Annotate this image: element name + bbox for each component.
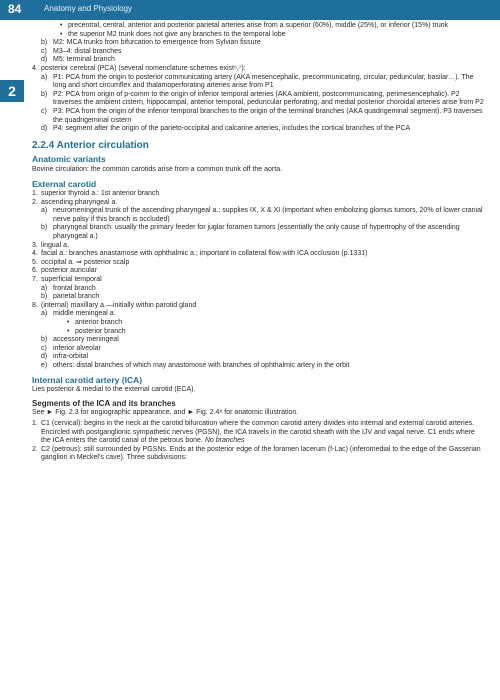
- list-marker: e): [41, 361, 48, 369]
- page-number: 84: [8, 2, 22, 16]
- list-item: [32, 276, 486, 285]
- list-item: [32, 39, 486, 48]
- external-carotid-heading: External carotid: [32, 178, 97, 189]
- list-text: superficial temporal: [41, 276, 102, 284]
- list-marker: b): [41, 293, 48, 301]
- list-item: [32, 74, 486, 91]
- ica-heading: Internal carotid artery (ICA): [32, 374, 143, 385]
- list-text: neuromeningeal trunk of the ascending pharyngeal a.: supplies IX, X & XI (important when embolizing glomus tumors, 20% of lower cranial nerve palsy if this branch is occluded): [53, 207, 483, 223]
- list-marker: •: [67, 327, 70, 335]
- list-item: [32, 199, 486, 208]
- list-marker: c): [41, 107, 47, 115]
- list-text: M2: MCA trunks from bifurcation to emergence from Sylvian fissure: [53, 39, 261, 47]
- list-text: superior thyroid a.: 1st anterior branch: [41, 190, 160, 198]
- list-text: P2: PCA from origin of p-comm to the origin of inferior temporal arteries (AKA ambient, postcommunicating, perimesencephalic). P2 traverses the ambient cistern, hippocampal, anterior temporal, peduncular perforating, and medial posterior choroidal arteries arise from P2: [53, 90, 484, 107]
- list-marker: •: [67, 319, 70, 326]
- list-text: lingual a.: [41, 241, 70, 249]
- list-marker: d): [41, 353, 48, 361]
- list-item: [32, 319, 486, 328]
- segments-list: [32, 420, 486, 463]
- list-item: [32, 259, 486, 268]
- ica-text: Lies posterior & medial to the external carotid (ECA).: [32, 386, 196, 394]
- list-marker: 1.: [32, 419, 38, 427]
- list-item: [32, 242, 486, 251]
- list-item: [32, 285, 486, 294]
- list-item: [32, 293, 486, 302]
- list-marker: b): [41, 224, 48, 232]
- list-item: [32, 190, 486, 199]
- list-text: C1 (cervical): begins in the neck at the carotid bifurcation where the common carotid artery divides into internal and external carotid arteries. Encircled with postganglionic sympathetic nerves (PGSN), the ICA travels in the carotid sheath with the IJV and vagal nerve. C1 ends where the ICA enters the carotid canal of the petrous bone.: [41, 419, 475, 445]
- list-text: facial a.: branches anastamose with ophthalmic a.; important in collateral flow with ICA occlusion (p.1331): [41, 250, 368, 258]
- list-marker: 3.: [32, 241, 38, 249]
- list-marker: b): [41, 336, 48, 344]
- list-marker: a): [41, 73, 48, 81]
- intro-list: [32, 22, 486, 134]
- list-marker: 8.: [32, 301, 38, 309]
- segments-intro: See ► Fig. 2.3 for angiographic appearance, and ► Fig. 2.4⁸ for anatomic illustration.: [32, 409, 299, 417]
- external-carotid-list: [32, 190, 486, 370]
- list-text: parietal branch: [53, 293, 100, 301]
- list-text: posterior auricular: [41, 267, 98, 275]
- list-marker: 1.: [32, 190, 38, 198]
- list-marker: 6.: [32, 267, 38, 275]
- list-item: [32, 91, 486, 108]
- list-text: others: distal branches of which may anastomose with branches of ophthalmic artery in the orbit: [53, 361, 350, 369]
- list-text: middle meningeal a.: [53, 310, 116, 318]
- list-text: the superior M2 trunk does not give any branches to the temporal lobe: [68, 30, 286, 38]
- section-heading: 2.2.4 Anterior circulation: [32, 139, 149, 151]
- list-marker: c): [41, 47, 47, 55]
- list-text: precentral, central, anterior and posterior parietal arteries arise from a superior (60%), middle (25%), or inferior (15%) trunk: [68, 22, 449, 29]
- list-marker: 4.: [32, 64, 38, 72]
- list-text: M5: terminal branch: [53, 56, 115, 64]
- list-item: [32, 420, 486, 446]
- list-marker: 4.: [32, 250, 38, 258]
- list-marker: d): [41, 125, 48, 133]
- anatomic-variants-text: Bovine circulation: the common carotids arise from a common trunk off the aorta.: [32, 165, 283, 173]
- list-item: [32, 48, 486, 57]
- list-marker: b): [41, 90, 48, 98]
- list-marker: b): [41, 39, 48, 47]
- list-marker: 5.: [32, 258, 38, 266]
- list-text: pharyngeal branch: usually the primary feeder for juglar foramen tumors (essentially the only cause of hypertrophy of the ascending pharyngeal a.): [53, 224, 460, 241]
- list-text: P1: PCA from the origin to posterior communicating artery (AKA mesencephalic, precommunicating, circular, peduncular, basilar…). The long and short circumflex and thalamoperforating arteries arise from P1: [53, 73, 474, 90]
- list-text: infra-orbital: [53, 353, 89, 361]
- list-text: posterior cerebral (PCA) (several nomenclature schemes exist⁶,⁷):: [41, 64, 246, 72]
- list-marker: a): [41, 284, 48, 292]
- list-item: [32, 125, 486, 134]
- list-text: occipital a. ⇒ posterior scalp: [41, 258, 130, 266]
- list-text: P3: PCA from the origin of the inferior temporal branches to the origin of the terminal branches (AKA quadrigeminal segment). P3 traverses the quadrigeminal cistern: [53, 107, 483, 124]
- list-marker: •: [60, 30, 63, 38]
- list-marker: •: [60, 22, 63, 29]
- list-item: [32, 302, 486, 311]
- list-item: [32, 336, 486, 345]
- list-marker: 2.: [32, 198, 38, 206]
- segments-heading: Segments of the ICA and its branches: [32, 398, 176, 408]
- list-marker: c): [41, 344, 47, 352]
- list-marker: 2.: [32, 445, 38, 453]
- list-item: [32, 446, 486, 463]
- list-item: [32, 224, 486, 241]
- list-marker: d): [41, 56, 48, 64]
- list-marker: 7.: [32, 276, 38, 284]
- list-item: [32, 22, 486, 31]
- list-item: [32, 362, 486, 371]
- list-text-emphasis: No branches: [204, 437, 245, 445]
- page-header: [0, 0, 500, 20]
- list-text: C2 (petrous): still surrounded by PGSNs. Ends at the posterior edge of the foramen lacerum (f-Lac) (inferomedial to the edge of the Gasserian ganglion in Meckel's cave). Three subdivisions:: [41, 445, 481, 462]
- list-item: [32, 207, 486, 224]
- anatomic-variants-heading: Anatomic variants: [32, 154, 106, 165]
- page-content: [32, 22, 486, 463]
- list-item: [32, 108, 486, 125]
- running-title: Anatomy and Physiology: [44, 4, 133, 13]
- list-text: ascending pharyngeal a.: [41, 198, 118, 206]
- list-text: (internal) maxillary a.—initially within parotid gland: [41, 301, 197, 309]
- list-text: inferior alveolar: [53, 344, 101, 352]
- list-marker: a): [41, 310, 48, 318]
- list-item: [32, 345, 486, 354]
- list-item: [32, 65, 486, 74]
- list-item: [32, 267, 486, 276]
- list-text: anterior branch: [75, 319, 123, 326]
- list-text: P4: segment after the origin of the parieto-occipital and calcarine arteries, includes the cortical branches of the PCA: [53, 125, 411, 133]
- list-item: [32, 328, 486, 337]
- list-item: [32, 250, 486, 259]
- list-text: M3–4: distal branches: [53, 47, 122, 55]
- list-item: [32, 353, 486, 362]
- list-text: frontal branch: [53, 284, 96, 292]
- list-text: accessory meningeal: [53, 336, 119, 344]
- list-item: [32, 56, 486, 65]
- chapter-tab: 2: [0, 80, 24, 102]
- list-item: [32, 310, 486, 319]
- list-item: [32, 31, 486, 40]
- list-marker: a): [41, 207, 48, 215]
- list-text: posterior branch: [75, 327, 126, 335]
